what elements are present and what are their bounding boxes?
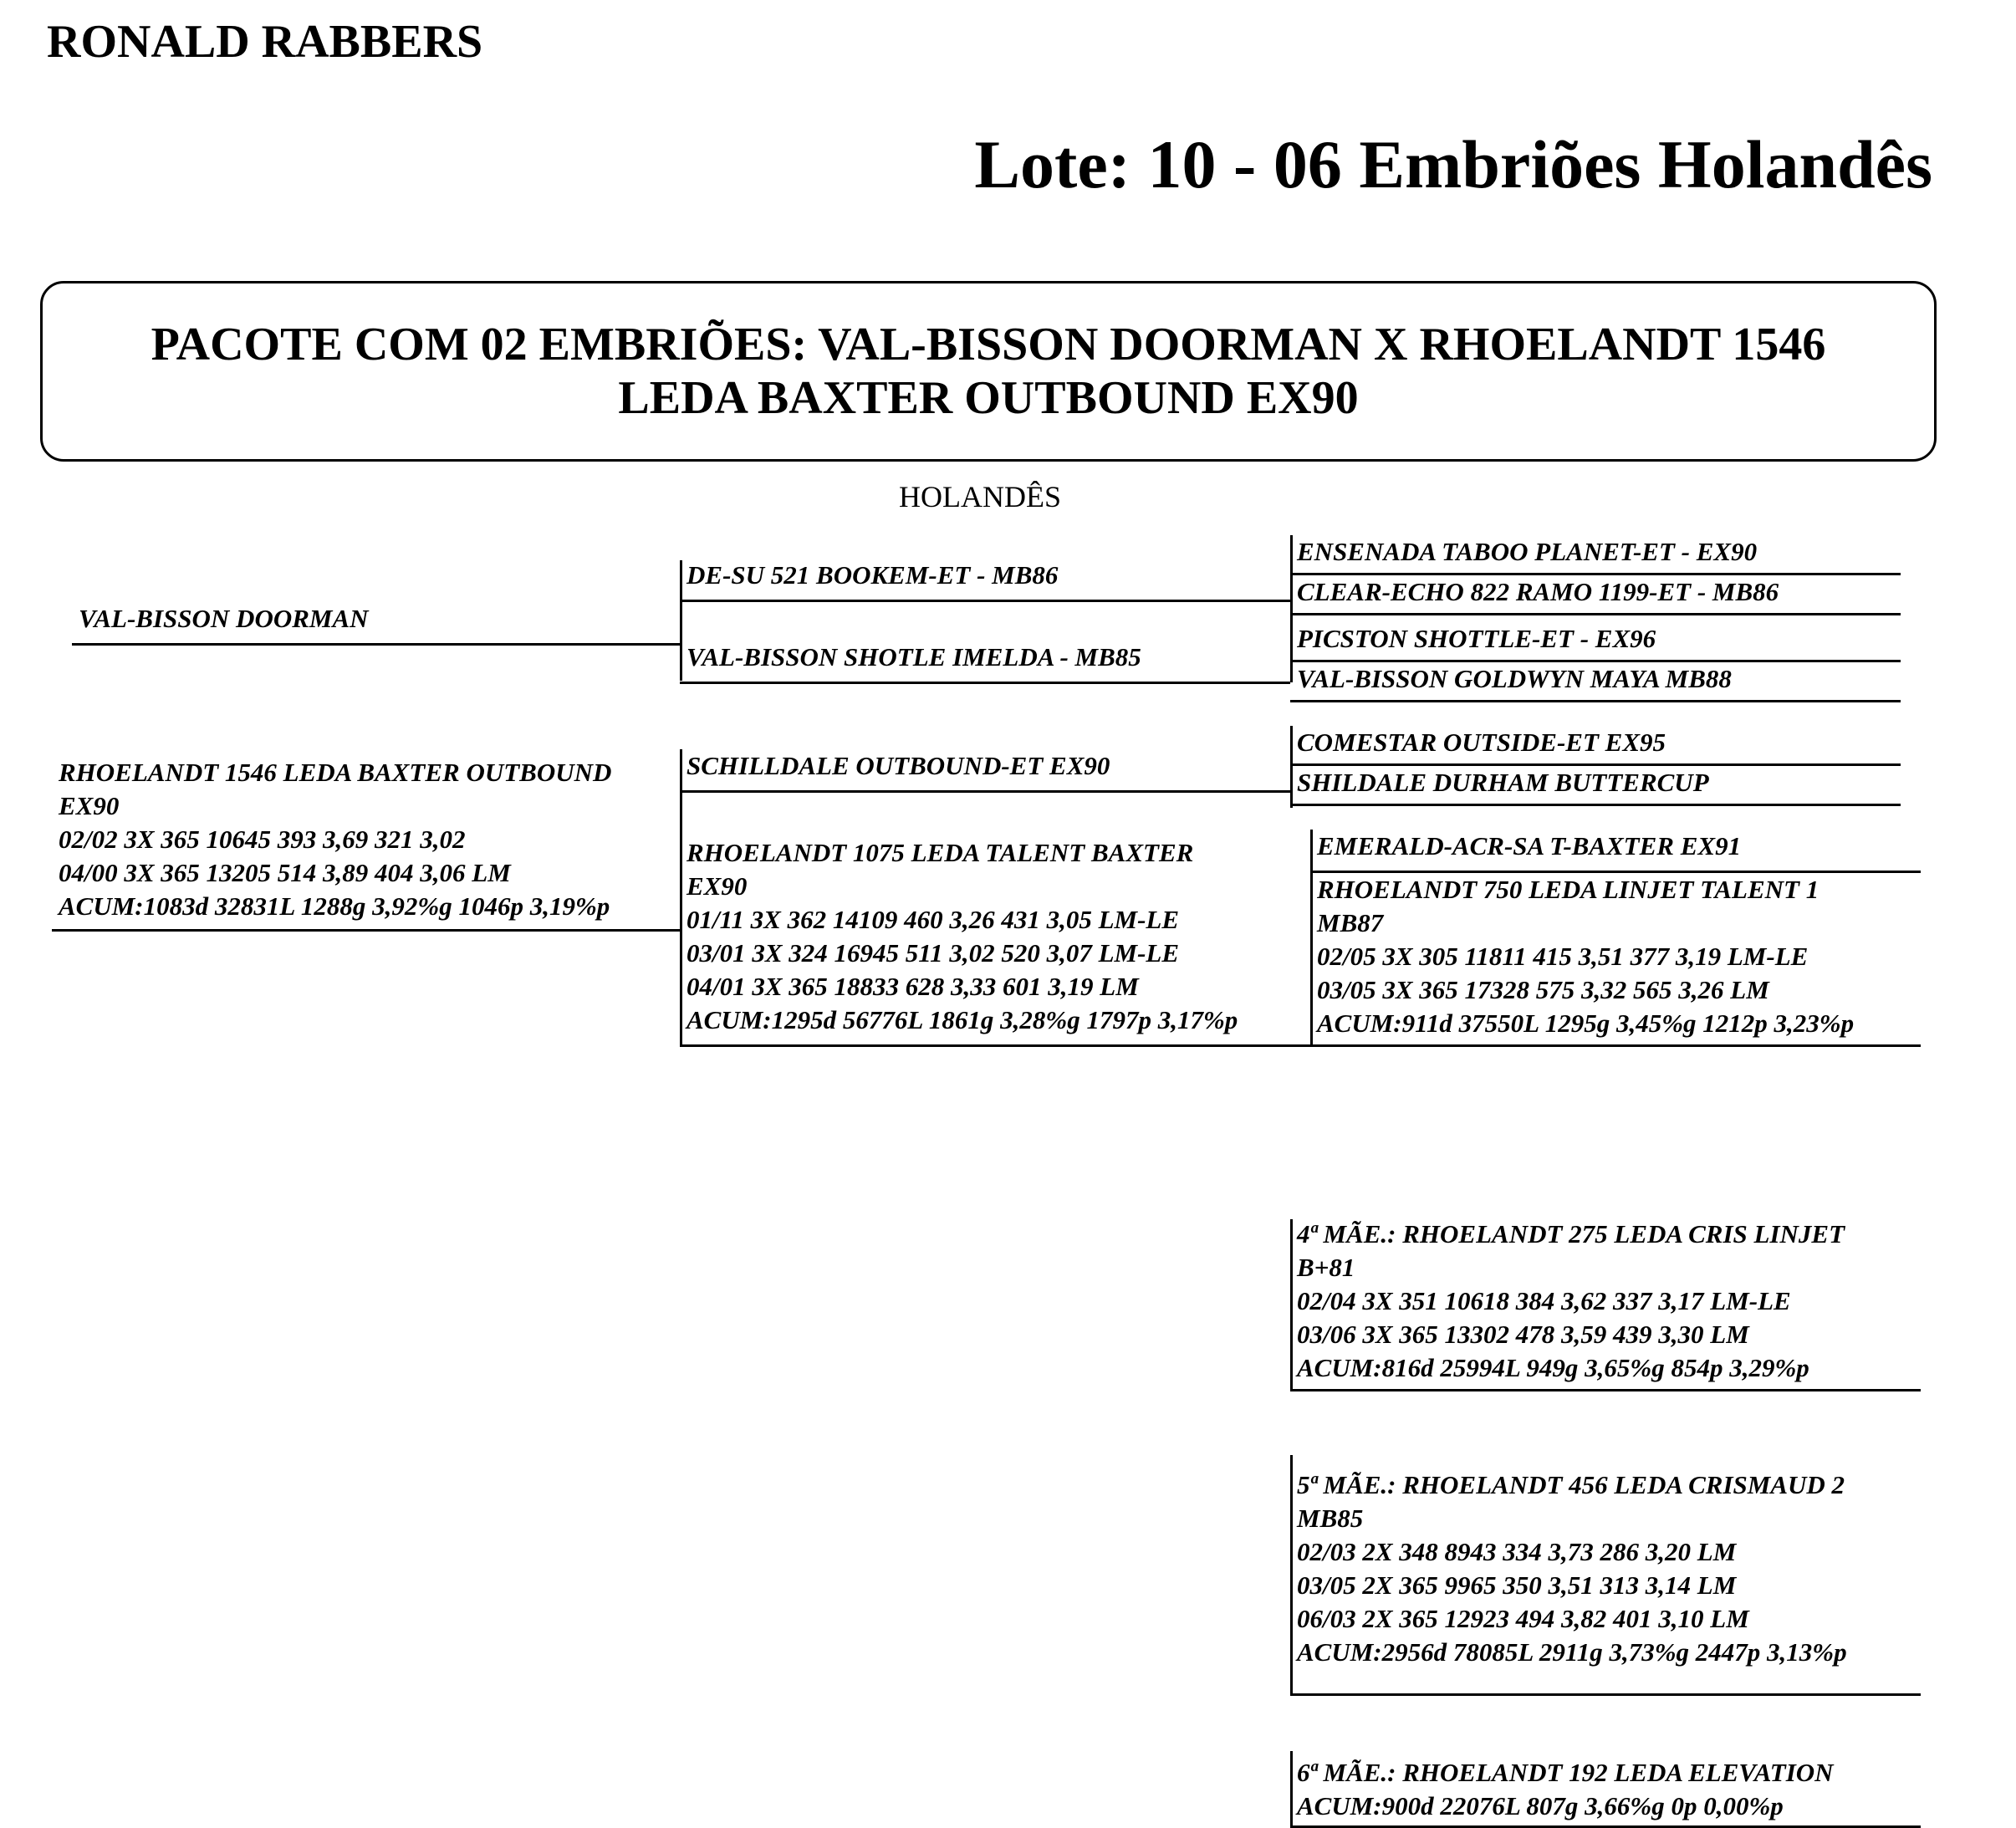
ssd-name: CLEAR-ECHO 822 RAMO 1199-ET - MB86 bbox=[1297, 577, 1779, 606]
dam-dam-node bbox=[680, 836, 1310, 1047]
fourth-dam-name-line1: 4ª MÃE.: RHOELANDT 275 LEDA CRIS LINJET bbox=[1297, 1219, 1845, 1248]
sixth-dam-node bbox=[1290, 1756, 1921, 1828]
dds-node bbox=[1310, 830, 1921, 873]
fifth-dam-record-3: 06/03 2X 365 12923 494 3,82 401 3,10 LM bbox=[1297, 1604, 1749, 1633]
sss-name: ENSENADA TABOO PLANET-ET - EX90 bbox=[1297, 537, 1758, 566]
package-title-line1: PACOTE COM 02 EMBRIÕES: VAL-BISSON DOORMAN X RHOELANDT 1546 bbox=[151, 319, 1826, 370]
sire-sire-name: DE-SU 521 BOOKEM-ET - MB86 bbox=[686, 560, 1059, 590]
fourth-dam-node bbox=[1290, 1218, 1921, 1391]
sire-dam-node bbox=[680, 641, 1290, 684]
dam-dam-record-1: 01/11 3X 362 14109 460 3,26 431 3,05 LM-LE bbox=[686, 905, 1180, 934]
dam-sire-name: SCHILLDALE OUTBOUND-ET EX90 bbox=[686, 751, 1110, 780]
sire-sire-node bbox=[680, 559, 1290, 602]
ddd-name-line2: MB87 bbox=[1317, 908, 1384, 937]
fifth-dam-record-4: ACUM:2956d 78085L 2911g 3,73%g 2447p 3,13%p bbox=[1297, 1637, 1847, 1667]
fifth-dam-name-line2: MB85 bbox=[1297, 1504, 1364, 1533]
ddd-name-line1: RHOELANDT 750 LEDA LINJET TALENT 1 bbox=[1317, 875, 1820, 904]
ddd-record-3: ACUM:911d 37550L 1295g 3,45%g 1212p 3,23%p bbox=[1317, 1008, 1855, 1038]
ddd-node bbox=[1310, 873, 1921, 1047]
breeder-name: RONALD RABBERS bbox=[47, 16, 483, 68]
sds-name: PICSTON SHOTTLE-ET - EX96 bbox=[1297, 624, 1656, 653]
ddd-record-1: 02/05 3X 305 11811 415 3,51 377 3,19 LM-LE bbox=[1317, 942, 1809, 971]
dss-name: COMESTAR OUTSIDE-ET EX95 bbox=[1297, 728, 1666, 757]
dam-dam-record-3: 04/01 3X 365 18833 628 3,33 601 3,19 LM bbox=[686, 972, 1139, 1001]
dam-name-line1: RHOELANDT 1546 LEDA BAXTER OUTBOUND bbox=[59, 758, 612, 787]
dsd-node bbox=[1290, 766, 1901, 806]
sire-name: VAL-BISSON DOORMAN bbox=[79, 604, 369, 633]
fifth-dam-node bbox=[1290, 1468, 1921, 1696]
dsd-name: SHILDALE DURHAM BUTTERCUP bbox=[1297, 768, 1709, 797]
package-box bbox=[40, 281, 1937, 462]
dam-node bbox=[52, 756, 680, 932]
dam-record-2: 04/00 3X 365 13205 514 3,89 404 3,06 LM bbox=[59, 858, 511, 887]
dss-node bbox=[1290, 726, 1901, 766]
fourth-dam-record-1: 02/04 3X 351 10618 384 3,62 337 3,17 LM-LE bbox=[1297, 1286, 1791, 1315]
dam-name-line2: EX90 bbox=[59, 791, 120, 820]
sds-node bbox=[1290, 622, 1901, 662]
sire-dam-name: VAL-BISSON SHOTLE IMELDA - MB85 bbox=[686, 642, 1141, 671]
ssd-node bbox=[1290, 575, 1901, 615]
fourth-dam-name-line2: B+81 bbox=[1297, 1253, 1355, 1282]
sixth-dam-record-1: ACUM:900d 22076L 807g 3,66%g 0p 0,00%p bbox=[1297, 1791, 1784, 1820]
dam-record-3: ACUM:1083d 32831L 1288g 3,92%g 1046p 3,19%p bbox=[59, 891, 610, 921]
sixth-dam-name-line1: 6ª MÃE.: RHOELANDT 192 LEDA ELEVATION bbox=[1297, 1758, 1834, 1787]
sdd-name: VAL-BISSON GOLDWYN MAYA MB88 bbox=[1297, 664, 1732, 693]
dam-dam-name-line1: RHOELANDT 1075 LEDA TALENT BAXTER bbox=[686, 838, 1194, 867]
dam-sire-node bbox=[680, 749, 1290, 793]
fifth-dam-record-1: 02/03 2X 348 8943 334 3,73 286 3,20 LM bbox=[1297, 1537, 1737, 1566]
dam-dam-record-2: 03/01 3X 324 16945 511 3,02 520 3,07 LM-LE bbox=[686, 938, 1180, 968]
sdd-node bbox=[1290, 662, 1901, 702]
fifth-dam-record-2: 03/05 2X 365 9965 350 3,51 313 3,14 LM bbox=[1297, 1570, 1737, 1600]
dam-dam-name-line2: EX90 bbox=[686, 871, 748, 901]
ddd-record-2: 03/05 3X 365 17328 575 3,32 565 3,26 LM bbox=[1317, 975, 1769, 1004]
dds-name: EMERALD-ACR-SA T-BAXTER EX91 bbox=[1317, 831, 1742, 860]
breed-label: HOLANDÊS bbox=[899, 480, 1061, 513]
dam-record-1: 02/02 3X 365 10645 393 3,69 321 3,02 bbox=[59, 825, 466, 854]
package-title-line2: LEDA BAXTER OUTBOUND EX90 bbox=[618, 372, 1359, 424]
sss-node bbox=[1290, 535, 1901, 575]
sire-node bbox=[72, 602, 680, 646]
fifth-dam-name-line1: 5ª MÃE.: RHOELANDT 456 LEDA CRISMAUD 2 bbox=[1297, 1470, 1845, 1499]
fourth-dam-record-3: ACUM:816d 25994L 949g 3,65%g 854p 3,29%p bbox=[1297, 1353, 1809, 1382]
lot-title: Lote: 10 - 06 Embriões Holandês bbox=[974, 126, 1932, 202]
fourth-dam-record-2: 03/06 3X 365 13302 478 3,59 439 3,30 LM bbox=[1297, 1320, 1749, 1349]
dam-dam-record-4: ACUM:1295d 56776L 1861g 3,28%g 1797p 3,17%p bbox=[686, 1005, 1238, 1034]
